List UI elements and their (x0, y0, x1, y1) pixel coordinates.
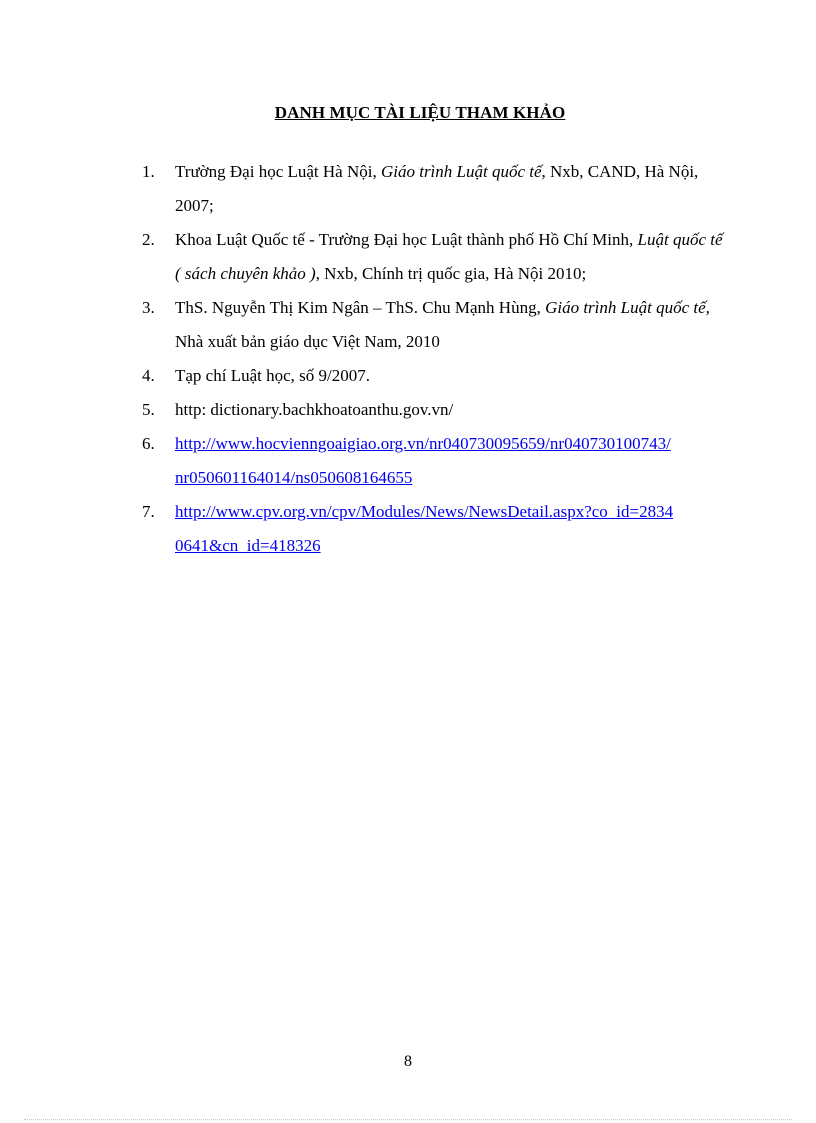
reference-details: Nhà xuất bản giáo dục Việt Nam, 2010 (175, 332, 440, 351)
reference-author: ThS. Nguyễn Thị Kim Ngân – ThS. Chu Mạnh Hùng, (175, 298, 546, 317)
reference-link-line-1[interactable]: http://www.cpv.org.vn/cpv/Modules/News/NewsDetail.aspx?co_id=2834 (175, 502, 674, 521)
reference-title: , Luật quốc tế ( sách chuyên khảo ) (175, 230, 723, 283)
reference-text (175, 223, 732, 291)
reference-link-line-1[interactable]: http://www.hocvienngoaigiao.org.vn/nr040730095659/nr040730100743/ (175, 434, 671, 453)
reference-text: Tạp chí Luật học, số 9/2007. (175, 366, 370, 385)
reference-number: 5. (142, 400, 155, 419)
reference-item-2 (142, 223, 732, 291)
reference-author: Khoa Luật Quốc tế - Trường Đại học Luật thành phố Hồ Chí Minh (175, 230, 630, 249)
page-number: 8 (404, 1053, 412, 1070)
reference-number: 2. (142, 230, 155, 249)
reference-item-3 (142, 291, 732, 359)
reference-number: 1. (142, 162, 155, 181)
reference-text: http: dictionary.bachkhoatoanthu.gov.vn/ (175, 400, 454, 419)
reference-link-line-2[interactable]: 0641&cn_id=418326 (175, 536, 321, 555)
reference-number: 6. (142, 434, 155, 453)
reference-link[interactable] (175, 427, 732, 495)
reference-details: , Nxb, CAND, Hà Nội, 2007; (175, 162, 699, 215)
reference-number: 7. (142, 502, 155, 521)
reference-title: Giáo trình Luật quốc tế, (545, 298, 710, 317)
reference-author: Trường Đại học Luật Hà Nội, (175, 162, 381, 181)
page-title: DANH MỤC TÀI LIỆU THAM KHẢO (274, 103, 566, 122)
reference-details: , Nxb, Chính trị quốc gia, Hà Nội 2010; (315, 264, 587, 283)
reference-text (175, 155, 732, 223)
reference-number: 4. (142, 366, 155, 385)
reference-item-6 (142, 427, 732, 495)
reference-list (142, 155, 732, 563)
reference-link[interactable] (175, 495, 732, 563)
page-bottom-divider (24, 1119, 792, 1120)
reference-text (175, 291, 732, 359)
reference-item-5 (142, 393, 732, 427)
reference-link-line-2[interactable]: nr050601164014/ns050608164655 (175, 468, 413, 487)
reference-item-7 (142, 495, 732, 563)
reference-item-4 (142, 359, 732, 393)
reference-number: 3. (142, 298, 155, 317)
reference-item-1 (142, 155, 732, 223)
reference-title: Giáo trình Luật quốc tế (380, 162, 542, 181)
